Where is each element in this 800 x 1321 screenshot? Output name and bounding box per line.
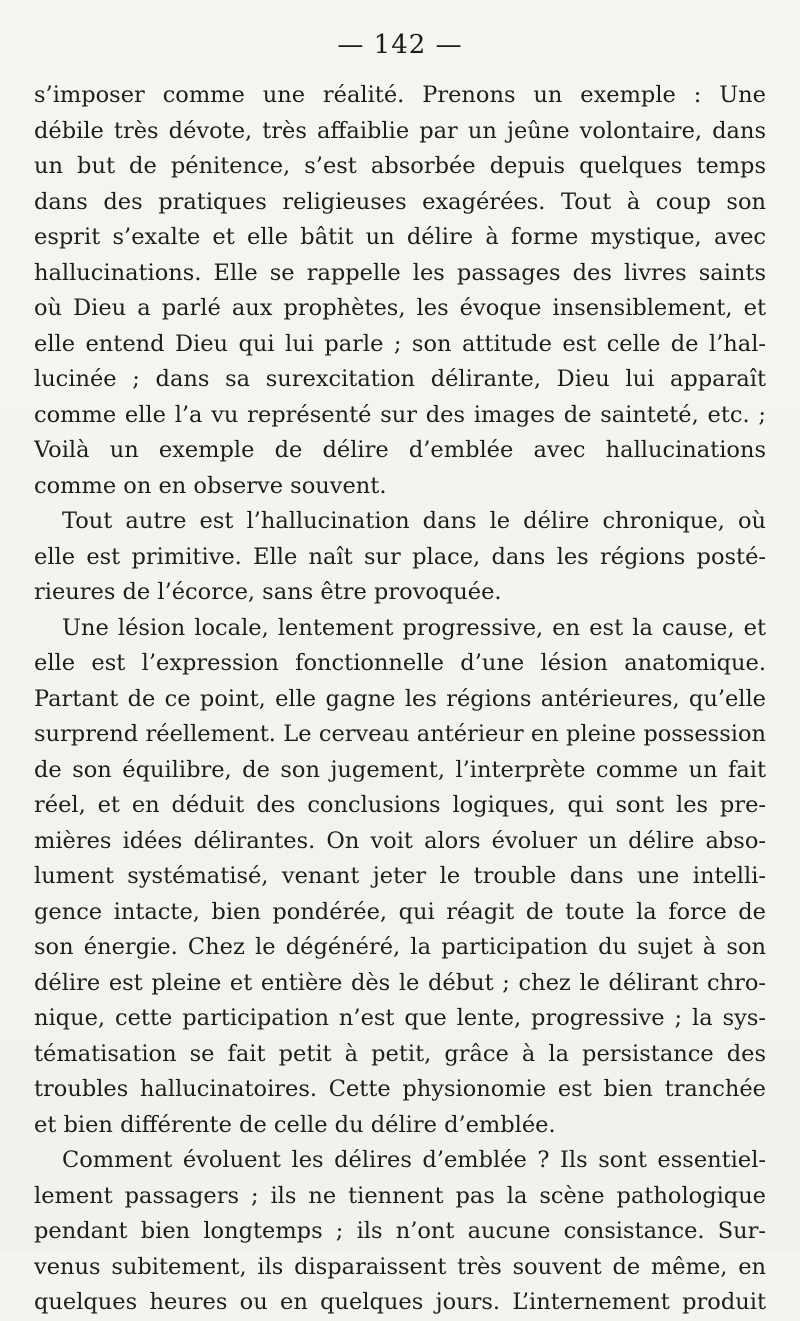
text-line: quelques heures ou en quelques jours. L’internement produit (34, 1289, 766, 1315)
text-line: tématisation se fait petit à petit, grâce à la persistance des (34, 1040, 766, 1067)
text-line: rieures de l’écorce, sans être provoquée. (34, 579, 502, 605)
text-line: troubles hallucinatoires. Cette physionomie est bien tranchée (34, 1076, 766, 1102)
text-line: nique, cette participation n’est que lente, progressive ; la sys- (34, 1005, 766, 1031)
body-text (34, 78, 766, 1321)
text-line: et bien différente de celle du délire d’emblée. (34, 1111, 556, 1138)
text-line: elle est primitive. Elle naît sur place, dans les régions posté- (34, 543, 766, 570)
text-line: Une lésion locale, lentement progressive, en est la cause, et (62, 614, 766, 641)
text-line: de son équilibre, de son jugement, l’interprète comme un fait (34, 756, 766, 783)
text-line: Partant de ce point, elle gagne les régions antérieures, qu’elle (34, 685, 766, 712)
text-line: un but de pénitence, s’est absorbée depuis quelques temps (34, 153, 766, 179)
text-line: mières idées délirantes. On voit alors évoluer un délire abso- (34, 827, 766, 854)
text-line: hallucinations. Elle se rappelle les passages des livres saints (34, 259, 766, 286)
text-line: débile très dévote, très affaiblie par un jeûne volontaire, dans (34, 117, 766, 144)
text-line: Voilà un exemple de délire d’emblée avec hallucinations (34, 437, 766, 463)
text-line: délire est pleine et entière dès le début ; chez le délirant chro- (34, 969, 766, 996)
text-line: réel, et en déduit des conclusions logiques, qui sont les pre- (34, 792, 766, 818)
text-line: comme on en observe souvent. (34, 472, 387, 499)
text-line: son énergie. Chez le dégénéré, la participation du sujet à son (34, 934, 766, 960)
text-line: elle est l’expression fonctionnelle d’une lésion anatomique. (34, 650, 766, 676)
text-line: lucinée ; dans sa surexcitation délirante, Dieu lui apparaît (34, 366, 766, 392)
text-line: s’imposer comme une réalité. Prenons un exemple : Une (34, 82, 766, 108)
text-line: surprend réellement. Le cerveau antérieur en pleine possession (34, 721, 766, 747)
text-line: où Dieu a parlé aux prophètes, les évoque insensiblement, et (34, 295, 766, 321)
text-line: Comment évoluent les délires d’emblée ? Ils sont essentiel- (62, 1147, 766, 1173)
text-line: dans des pratiques religieuses exagérées. Tout à coup son (34, 188, 766, 215)
text-line: gence intacte, bien pondérée, qui réagit de toute la force de (34, 898, 766, 925)
text-line: comme elle l’a vu représenté sur des images de sainteté, etc. ; (34, 401, 766, 428)
page-number: — 142 — (337, 30, 463, 60)
text-line: lement passagers ; ils ne tiennent pas la scène pathologique (34, 1182, 766, 1209)
text-line: Tout autre est l’hallucination dans le délire chronique, où (62, 508, 766, 534)
text-line: lument systématisé, venant jeter le trouble dans une intelli- (34, 863, 766, 889)
text-line: esprit s’exalte et elle bâtit un délire à forme mystique, avec (34, 224, 766, 250)
text-line: venus subitement, ils disparaissent très souvent de même, en (34, 1253, 766, 1280)
text-line: elle entend Dieu qui lui parle ; son attitude est celle de l’hal- (34, 330, 766, 357)
text-line: pendant bien longtemps ; ils n’ont aucune consistance. Sur- (34, 1218, 766, 1244)
